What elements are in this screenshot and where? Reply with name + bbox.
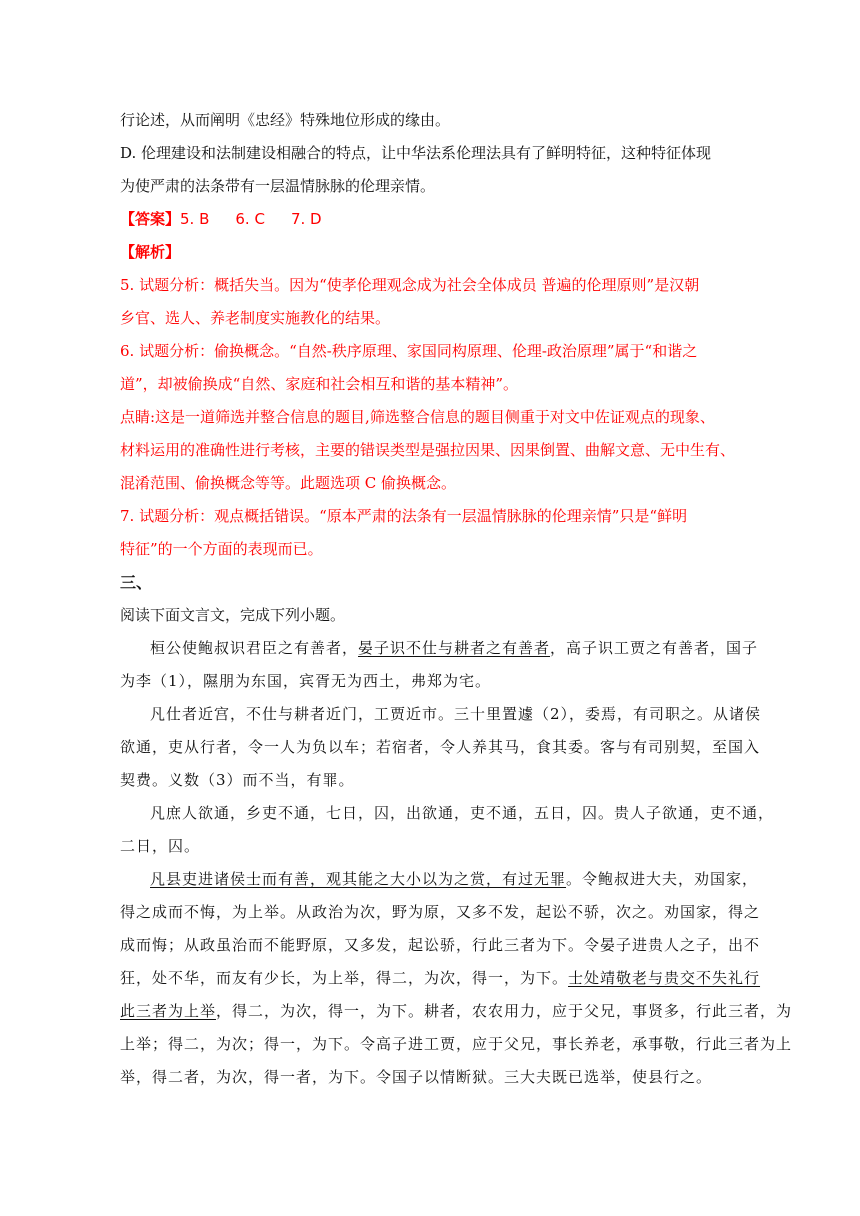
answer-line — [120, 203, 740, 236]
passage-line — [120, 995, 793, 1028]
answer-item: 6. C — [235, 210, 265, 228]
passage-line: 欲通，吏从行者，令一人为负以车；若宿者，令人养其马，食其委。客与有司别契，至国入 — [120, 738, 761, 756]
passage-line — [120, 632, 759, 665]
passage-line: 上举；得二，为次；得一，为下。令高子进工贾，应于父兄，事长养老，承事敬，行此三者为上 — [120, 1035, 793, 1053]
answer-item: 5. B — [180, 210, 210, 228]
underlined-sentence: 士处靖敬老与贵交不失礼行 — [568, 969, 761, 987]
passage-text: ，高子识工贾之有善者，国子 — [550, 639, 759, 657]
passage-text: 狂，处不华，而友有少长，为上举，得二，为次，得一，为下。 — [120, 969, 569, 987]
option-d-line: 为使严肃的法条带有一层温情脉脉的伦理亲情。 — [120, 177, 436, 195]
analysis-q7-line: 特征”的一个方面的表现而已。 — [120, 540, 323, 558]
passage-line: 为李（1），隰朋为东国，宾胥无为西土，弗郑为宅。 — [120, 672, 492, 690]
answer-item: 7. D — [290, 210, 322, 228]
section-heading: 三、 — [120, 573, 153, 592]
tip-line: 混淆范围、偷换概念等等。此题选项 C 偷换概念。 — [120, 474, 457, 492]
analysis-q5-line: 乡官、选人、养老制度实施教化的结果。 — [120, 309, 391, 327]
passage-line — [120, 962, 761, 995]
analysis-label: 【解析】 — [120, 243, 181, 261]
underlined-sentence: 凡县吏进诸侯士而有善，观其能之大小以为之赏，有过无罪 — [150, 870, 567, 888]
underlined-sentence: 此三者为上举 — [120, 1002, 217, 1020]
passage-line: 二日，囚。 — [120, 837, 201, 855]
underlined-sentence: 晏子识不仕与耕者之有善者 — [358, 639, 551, 657]
option-d-line: D. 伦理建设和法制建设相融合的特点，让中华法系伦理法具有了鲜明特征，这种特征体现 — [120, 144, 712, 162]
passage-line: 契费。义数（3）而不当，有罪。 — [120, 771, 355, 789]
passage-line: 成而悔；从政虽治而不能野原，又多发，起讼骄，行此三者为下。令晏子进贵人之子，出不 — [120, 936, 761, 954]
passage-text: 桓公使鲍叔识君臣之有善者， — [150, 639, 359, 657]
section-instruction: 阅读下面文言文，完成下列小题。 — [120, 606, 346, 624]
tip-line: 材料运用的准确性进行考核，主要的错误类型是强拉因果、因果倒置、曲解文意、无中生有、 — [120, 441, 736, 459]
passage-line: 举，得二者，为次，得一者，为下。令国子以情断狱。三大夫既已选举，使县行之。 — [120, 1068, 713, 1086]
passage-text: ，得二，为次，得一，为下。耕者，农农用力，应于父兄，事贤多，行此三者，为 — [216, 1002, 793, 1020]
passage-text: 。令鲍叔进大夫，劝国家， — [566, 870, 759, 888]
analysis-q6-line: 道”，却被偷换成“自然、家庭和社会相互和谐的基本精神”。 — [120, 375, 519, 393]
continuation-line: 行论述，从而阐明《忠经》特殊地位形成的缘由。 — [120, 111, 451, 129]
analysis-q6-line: 6. 试题分析：偷换概念。“自然-秩序原理、家国同构原理、伦理-政治原理”属于“和谐之 — [120, 342, 698, 360]
answer-label: 【答案】 — [120, 210, 181, 228]
document-page — [120, 104, 793, 1094]
analysis-q7-line: 7. 试题分析：观点概括错误。“原本严肃的法条有一层温情脉脉的伦理亲情”只是“鲜明 — [120, 507, 688, 525]
passage-line: 凡仕者近宫，不仕与耕者近门，工贾近市。三十里置遽（2），委焉，有司职之。从诸侯 — [150, 705, 762, 723]
passage-line: 得之成而不悔，为上举。从政治为次，野为原，又多不发，起讼不骄，次之。劝国家，得之 — [120, 903, 761, 921]
passage-line: 凡庶人欲通，乡吏不通，七日，囚，出欲通，吏不通，五日，囚。贵人子欲通，吏不通， — [150, 804, 775, 822]
passage-line — [120, 863, 759, 896]
analysis-q5-line: 5. 试题分析：概括失当。因为“使孝伦理观念成为社会全体成员 普遍的伦理原则”是汉朝 — [120, 276, 700, 294]
tip-line: 点睛:这是一道筛选并整合信息的题目,筛选整合信息的题目侧重于对文中佐证观点的现象、 — [120, 408, 715, 426]
